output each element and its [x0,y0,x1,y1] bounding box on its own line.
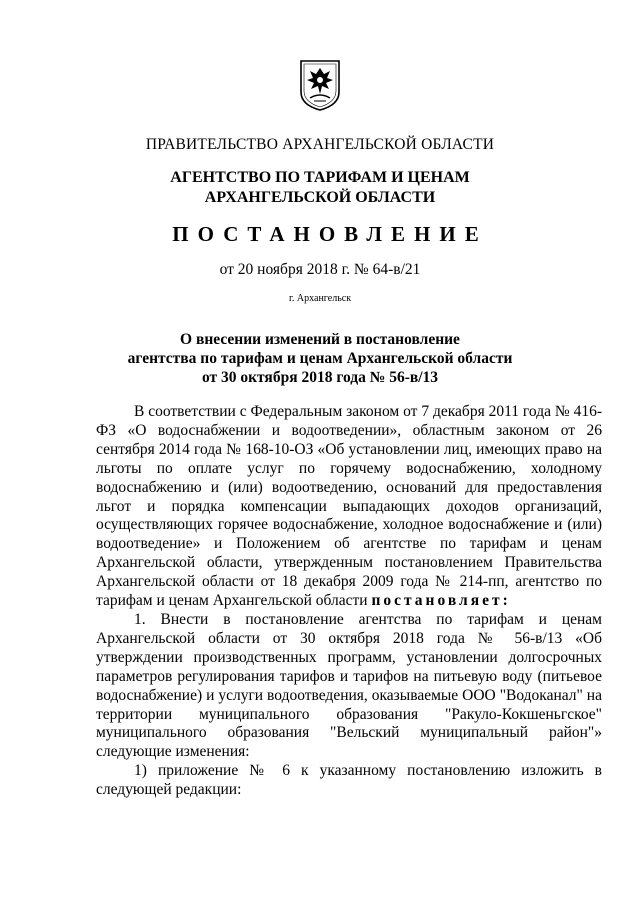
document-type-heading: ПОСТАНОВЛЕНИЕ [172,222,488,246]
document-subject [0,330,640,387]
paragraph-preamble [96,403,602,611]
city-label: г. Архангельск [288,293,352,304]
agency-title-line1: АГЕНТСТВО ПО ТАРИФАМ И ЦЕНАМ [170,169,470,186]
date-and-number: от 20 ноября 2018 г. № 64-в/21 [219,261,421,278]
agency-title [0,168,640,208]
agency-title-line2: АРХАНГЕЛЬСКОЙ ОБЛАСТИ [204,189,436,206]
document-body [96,403,602,800]
government-title: ПРАВИТЕЛЬСТВО АРХАНГЕЛЬСКОЙ ОБЛАСТИ [145,136,495,153]
coat-of-arms-icon [298,58,342,112]
paragraph-item-1: 1. Внести в постановление агентства по тарифам и ценам Архангельской области от 30 октября 2018 года № 56-в/13 «Об утверждении производственных программ, установлении долгосрочных параметров регулирования тарифов и тарифов на питьевую воду (питьевое водоснабжение) и услуги водоотведения, оказываемые ООО "Водоканал" на территории муниципального образования "Ракуло-Кокшеньгское" муниципального образования "Вельский муниципальный район"» следующие изменения: [96,610,602,761]
subject-line2: агентства по тарифам и ценам Архангельской области [127,350,513,367]
subject-line1: О внесении изменений в постановление [180,331,460,348]
coat-of-arms-emblem [298,58,342,112]
paragraph-subitem-1: 1) приложение № 6 к указанному постановлению изложить в следующей редакции: [96,762,602,799]
preamble-text: В соответствии с Федеральным законом от 7 декабря 2011 года № 416-ФЗ «О водоснабжении и водоотведении», областным законом от 26 сентября 2014 года № 168-10-ОЗ «Об установлении лиц, имеющих право на льготы по оплате услуг по горячему водоснабжению, холодному водоснабжению и (или) водоотведению, оснований для предоставления льгот и порядка компенсации выпадающих доходов организаций, осуществляющих горячее водоснабжение, холодное водоснабжение и (или) водоотведение» и Положением об агентстве по тарифам и ценам Архангельской области, утвержденным постановлением Правительства Архангельской области от 18 декабря 2009 года № 214-пп, агентство по тарифам и ценам Архангельской области [96,403,602,610]
resolves-keyword: постановляет: [371,592,511,610]
subject-line3: от 30 октября 2018 года № 56-в/13 [201,369,439,386]
